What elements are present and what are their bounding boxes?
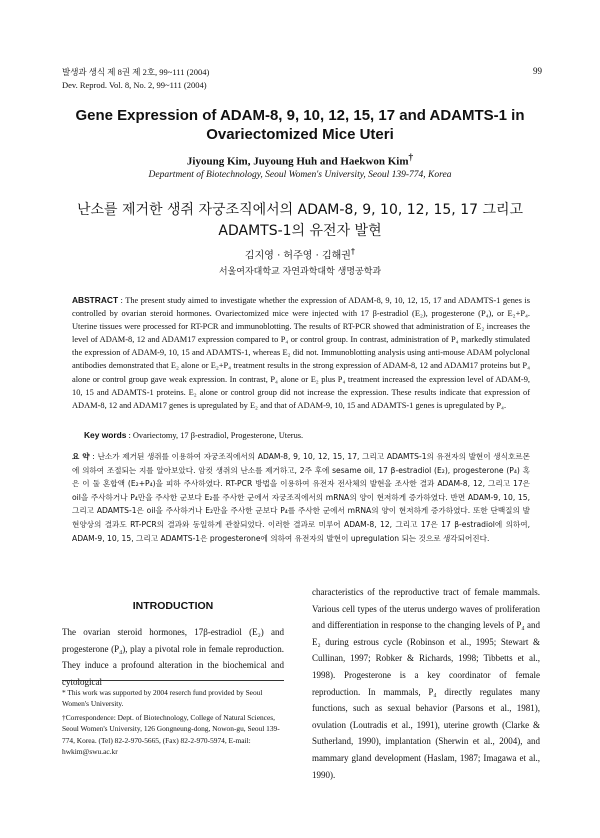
abstract-text: : The present study aimed to investigate whether the expression of ADAM-8, 9, 10, 12, 15, 17 and ADAMTS-1 genes is controlled by ovarian steroid hormones. Ovariectomized mice were injected with 17 β-estradiol (E₂), progesterone (P₄), or E₂+P₄. Uterine tissues were processed for RT-PCR and immunoblotting. The results of RT-PCR showed that administration of E₂ increases the level of ADAM-8, 12 and ADAM17 expression compared to P₄ or control group. In contrast, administration of P₄ markedly stimulated the expression of ADAM-9, 10, 15 and ADAMTS-1, whereas E₂ did not. Immunoblotting analysis using anti-mouse ADAM polyclonal antibodies demonstrated that E₂ alone or E₂+P₄ treatment results in the strong expression of ADAM-8, 12 and ADAM17 proteins but P₄ alone or control group gave weak expression. In contrast, P₄ alone or E₂ plus P₄ treatment increased the expression level of ADAM-9, 10, 15 and ADAMTS-1 proteins. E₂ alone or control group did not increase the expression. These results indicate that expression of ADAM-8, 12 and ADAM17 genes is upregulated by E₂ and that of ADAM-9, 10, 15 and ADAMTS-1 genes is upregulated by P₄. xyxy=(72,296,530,410)
korean-summary-label: 요 약 xyxy=(72,452,90,461)
korean-summary-text: : 난소가 제거된 생쥐를 이용하여 자궁조직에서의 ADAM-8, 9, 10, 12, 15, 17, 그리고 ADAMTS-1의 유전자의 발현이 생식호르몬에 의하여 조절되는 지를 알아보았다. 암컷 생쥐의 난소를 제거하고, 2주 후에 sesame oil, 17 β-estradiol (E₂), progesterone (P₄) 혹은 이 둘 혼합액 (E₂+P₄)을 피하 주사하였다. RT-PCR 방법을 이용하여 유전자 전사체의 발현을 조사한 결과 ADAM-8, 12, 그리고 17은 oil을 주사하거나 P₄만을 주사한 군보다 E₂를 주사한 군에서 자궁조직에서의 mRNA의 양이 현저하게 증가하였다. 반면 ADAM-9, 10, 15, 그리고 ADAMTS-1은 oil을 주사하거나 E₂만을 주사한 군보다 P₄를 주사한 군에서 mRNA의 양이 현저하게 증가하였다. 또한 단백질의 발현양상의 결과도 RT-PCR의 결과와 동일하게 관찰되었다. 이러한 결과로 미루어 ADAM-8, 12, 그리고 17은 17 β-estradiol에 의하여, ADAM-9, 10, 15, 그리고 ADAMTS-1은 progesterone에 의하여 유전자의 발현이 upregulation 되는 것으로 생각되어진다. xyxy=(72,452,530,543)
title-korean-line1: 난소를 제거한 생쥐 자궁조직에서의 ADAM-8, 9, 10, 12, 15, 17 그리고 xyxy=(76,202,524,218)
introduction-heading: INTRODUCTION xyxy=(132,600,214,612)
keywords-label: Key words xyxy=(84,430,127,440)
footnote-funding: * This work was supported by 2004 reserch fund provided by Seoul Women's University. xyxy=(62,688,263,709)
journal-header-korean: 발생과 생식 제 8권 제 2호, 99~111 (2004) xyxy=(62,67,210,77)
corresponding-mark-korean: † xyxy=(350,246,356,256)
title-korean-line2: ADAMTS-1의 유전자 발현 xyxy=(218,223,382,239)
affiliation-english: Department of Biotechnology, Seoul Women's University, Seoul 139-774, Korea xyxy=(148,170,452,180)
keywords-text: : Ovariectomy, 17 β-estradiol, Progesterone, Uterus. xyxy=(126,431,304,440)
title-english: Gene Expression of ADAM-8, 9, 10, 12, 15, 17 and ADAMTS-1 in Ovariectomized Mice Uteri xyxy=(75,107,525,143)
footnote-divider xyxy=(62,680,284,681)
introduction-right-column: characteristics of the reproductive tract of female mammals. Various cell types of the uterus undergo waves of proliferation and differentiation in response to the changing levels of P₄ and E₂ during estrous cycle (Robinson et al., 1995; Stewart & Cullinan, 1997; Robker & Richards, 1998; Tibbetts et al., 1998). Progesterone is a key coordinator of female reproduction. In mammals, P₄ directly regulates many functions, such as sexual behavior (Parsons et al., 1981), ovulation (Loutradis et al., 1991), uterine growth (Clarke & Sutherland, 1990), implantation (Sherwin et al., 2004), and mammary gland development (Haslam, 1987; Imagawa et al., 1990). xyxy=(312,587,540,780)
korean-summary xyxy=(72,450,530,545)
abstract-label: ABSTRACT xyxy=(72,295,119,305)
keywords xyxy=(84,430,524,440)
journal-header xyxy=(62,66,209,92)
title-korean xyxy=(40,200,560,242)
introduction-left-column: The ovarian steroid hormones, 17β-estradiol (E₂) and progesterone (P₄), play a pivotal role in female reproduction. They induce a profound alteration in the biochemical and cytological xyxy=(62,627,284,687)
journal-header-english: Dev. Reprod. Vol. 8, No. 2, 99~111 (2004) xyxy=(62,80,207,90)
authors-korean-names: 김지영 · 허주영 · 김해권 xyxy=(244,250,351,262)
corresponding-mark: † xyxy=(408,152,414,162)
abstract xyxy=(72,294,530,412)
authors-korean xyxy=(40,246,560,261)
affiliation-korean: 서울여자대학교 자연과학대학 생명공학과 xyxy=(218,267,382,277)
authors-english xyxy=(40,152,560,168)
authors-english-names: Jiyoung Kim, Juyoung Huh and Haekwon Kim xyxy=(186,155,409,168)
page-number: 99 xyxy=(533,66,542,76)
footnote-correspondence: †Correspondence: Dept. of Biotechnology, College of Natural Sciences, Seoul Women's University, 126 Gongneung-dong, Nowon-gu, Seoul 139-774, Korea. (Tel) 82-2-970-5665, (Fax) 82-2-970-5974, E-mail: hwkim@swu.ac.kr xyxy=(62,712,280,757)
footnotes xyxy=(62,687,284,759)
